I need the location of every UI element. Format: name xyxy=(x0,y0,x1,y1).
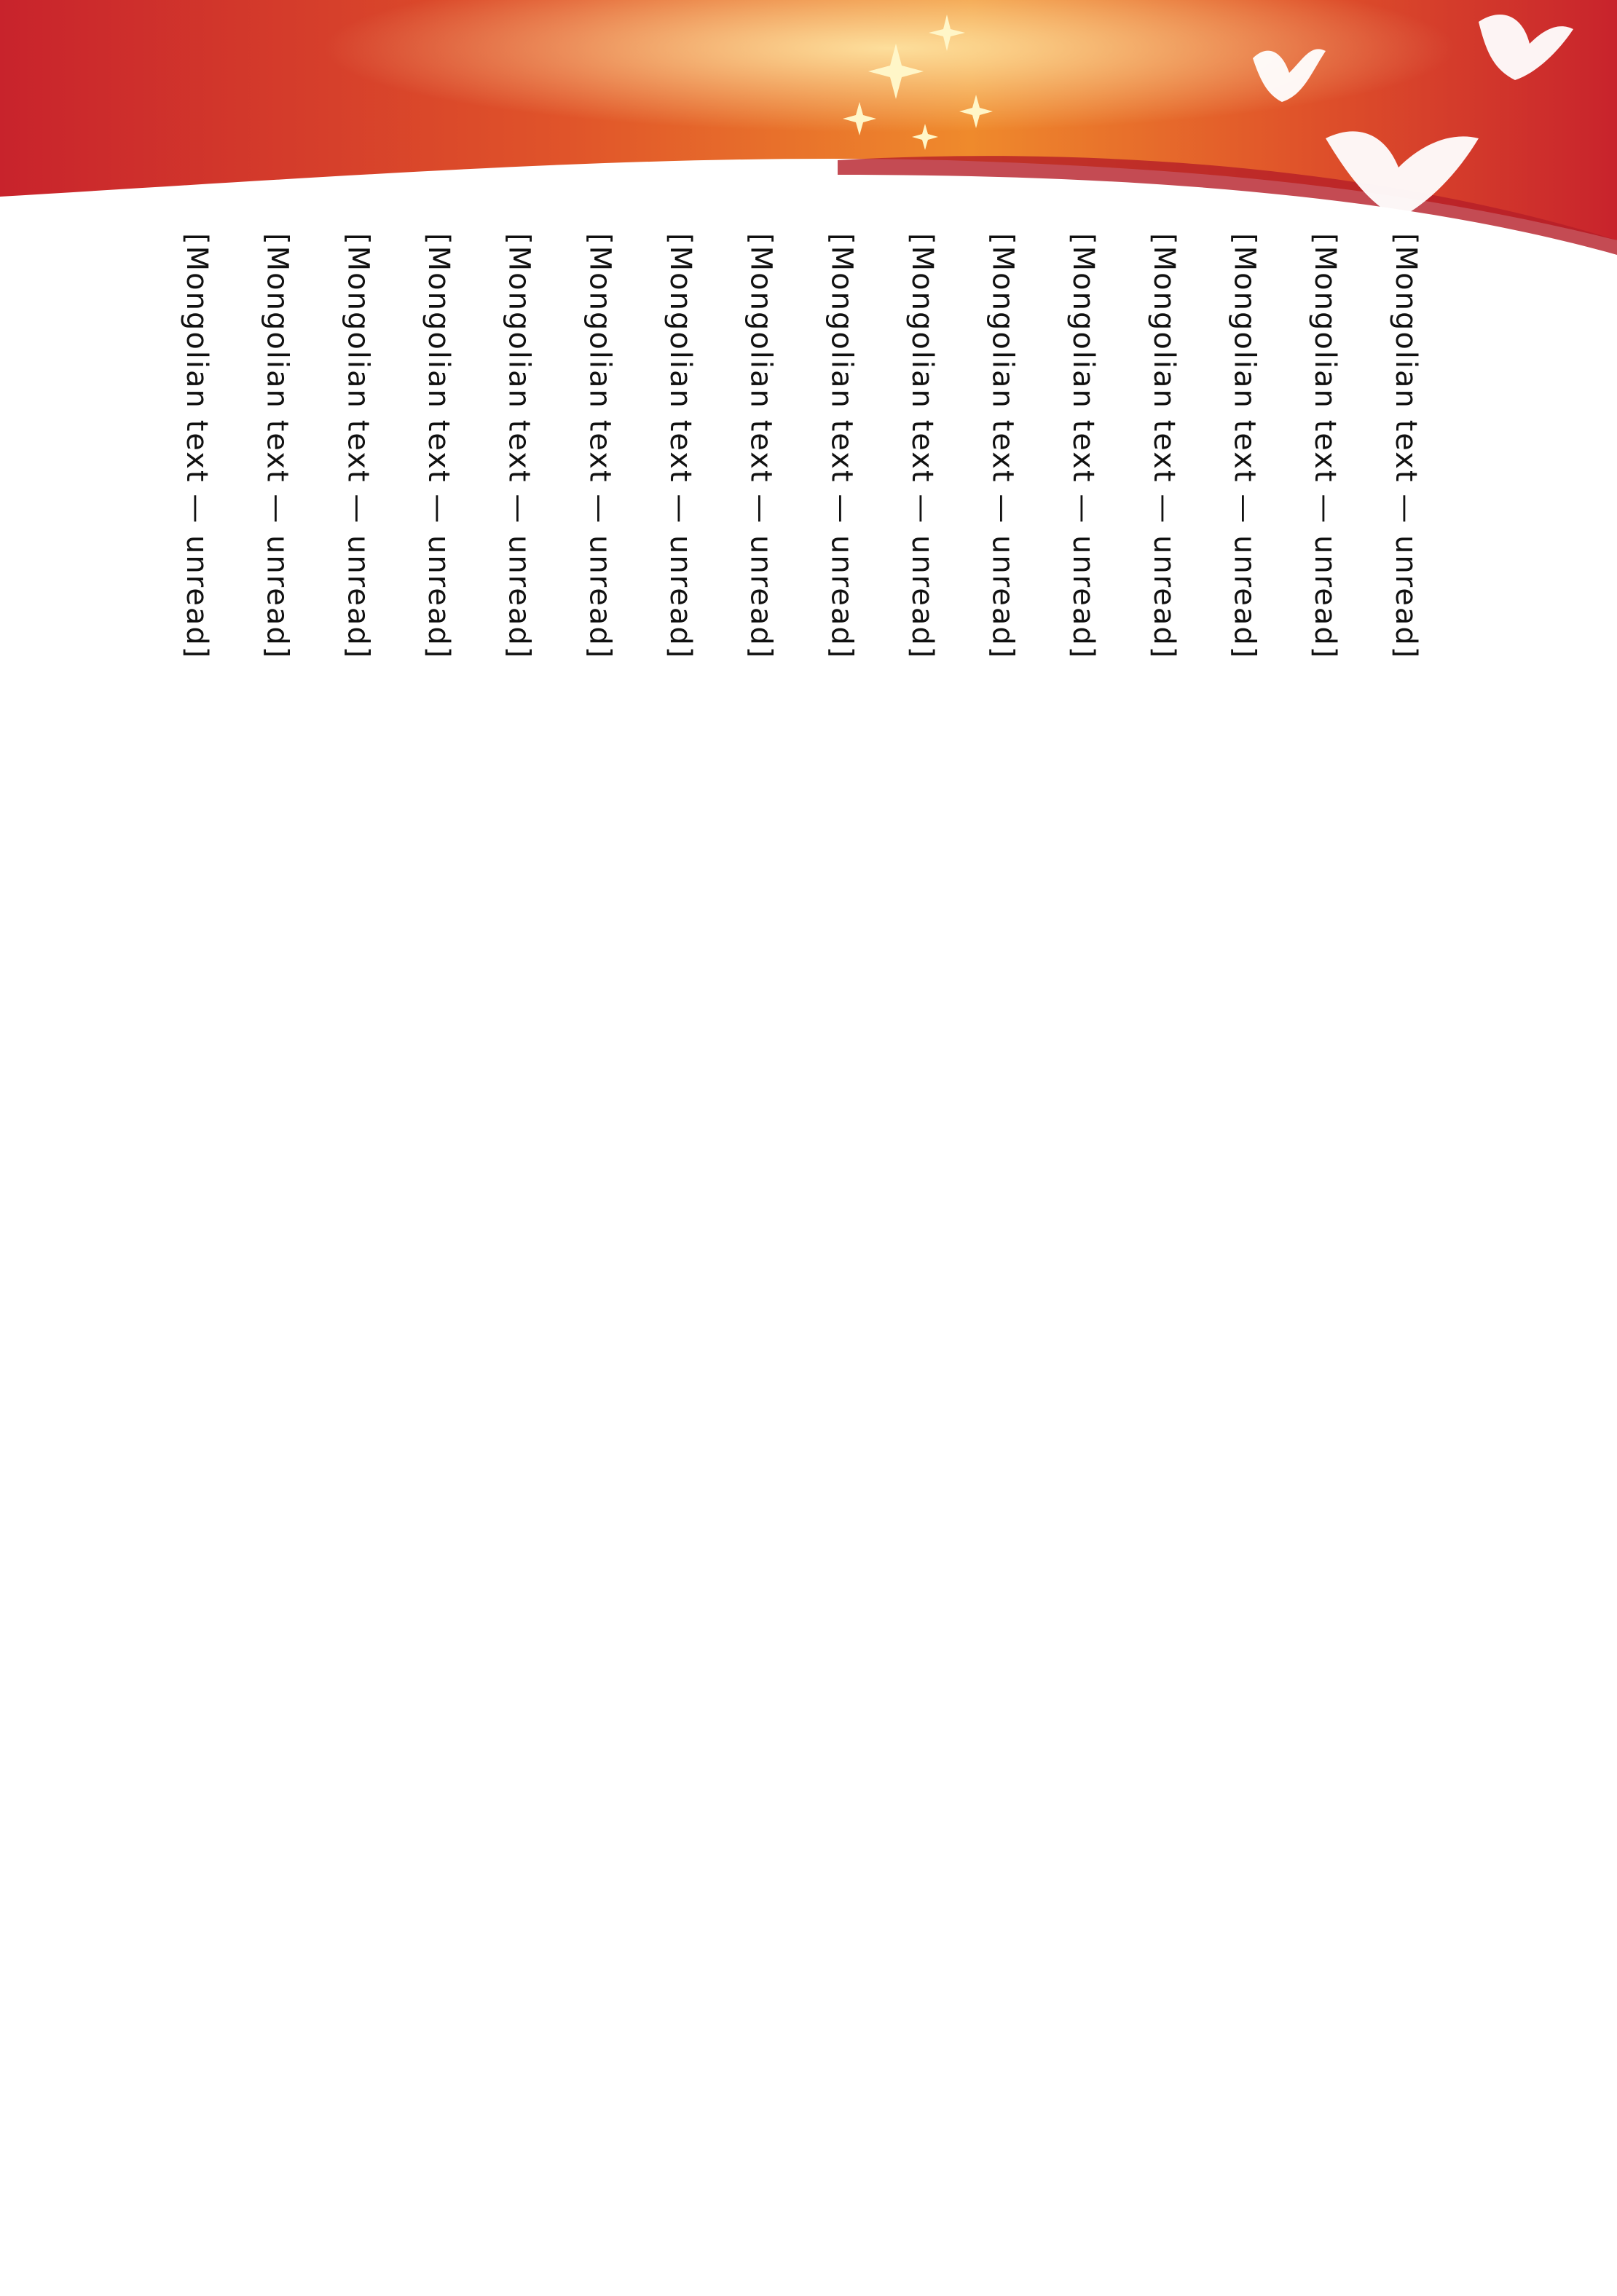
text-column: [Mongolian text — unread] xyxy=(502,233,536,660)
text-column: [Mongolian text — unread] xyxy=(663,233,697,660)
text-column: [Mongolian text — unread] xyxy=(905,233,939,660)
text-column: [Mongolian text — unread] xyxy=(341,233,375,660)
text-column: [Mongolian text — unread] xyxy=(1227,233,1262,660)
mongolian-text-body xyxy=(175,233,1428,2141)
text-column: [Mongolian text — unread] xyxy=(1146,233,1181,660)
text-column: [Mongolian text — unread] xyxy=(421,233,455,660)
text-column: [Mongolian text — unread] xyxy=(180,233,213,660)
text-column: [Mongolian text — unread] xyxy=(1308,233,1342,660)
text-column: [Mongolian text — unread] xyxy=(744,233,778,660)
text-column: [Mongolian text — unread] xyxy=(985,233,1020,660)
text-column: [Mongolian text — unread] xyxy=(583,233,617,660)
text-column: [Mongolian text — unread] xyxy=(1066,233,1101,660)
text-column: [Mongolian text — unread] xyxy=(260,233,294,660)
text-column: [Mongolian text — unread] xyxy=(1388,233,1423,660)
text-column: [Mongolian text — unread] xyxy=(825,233,859,660)
